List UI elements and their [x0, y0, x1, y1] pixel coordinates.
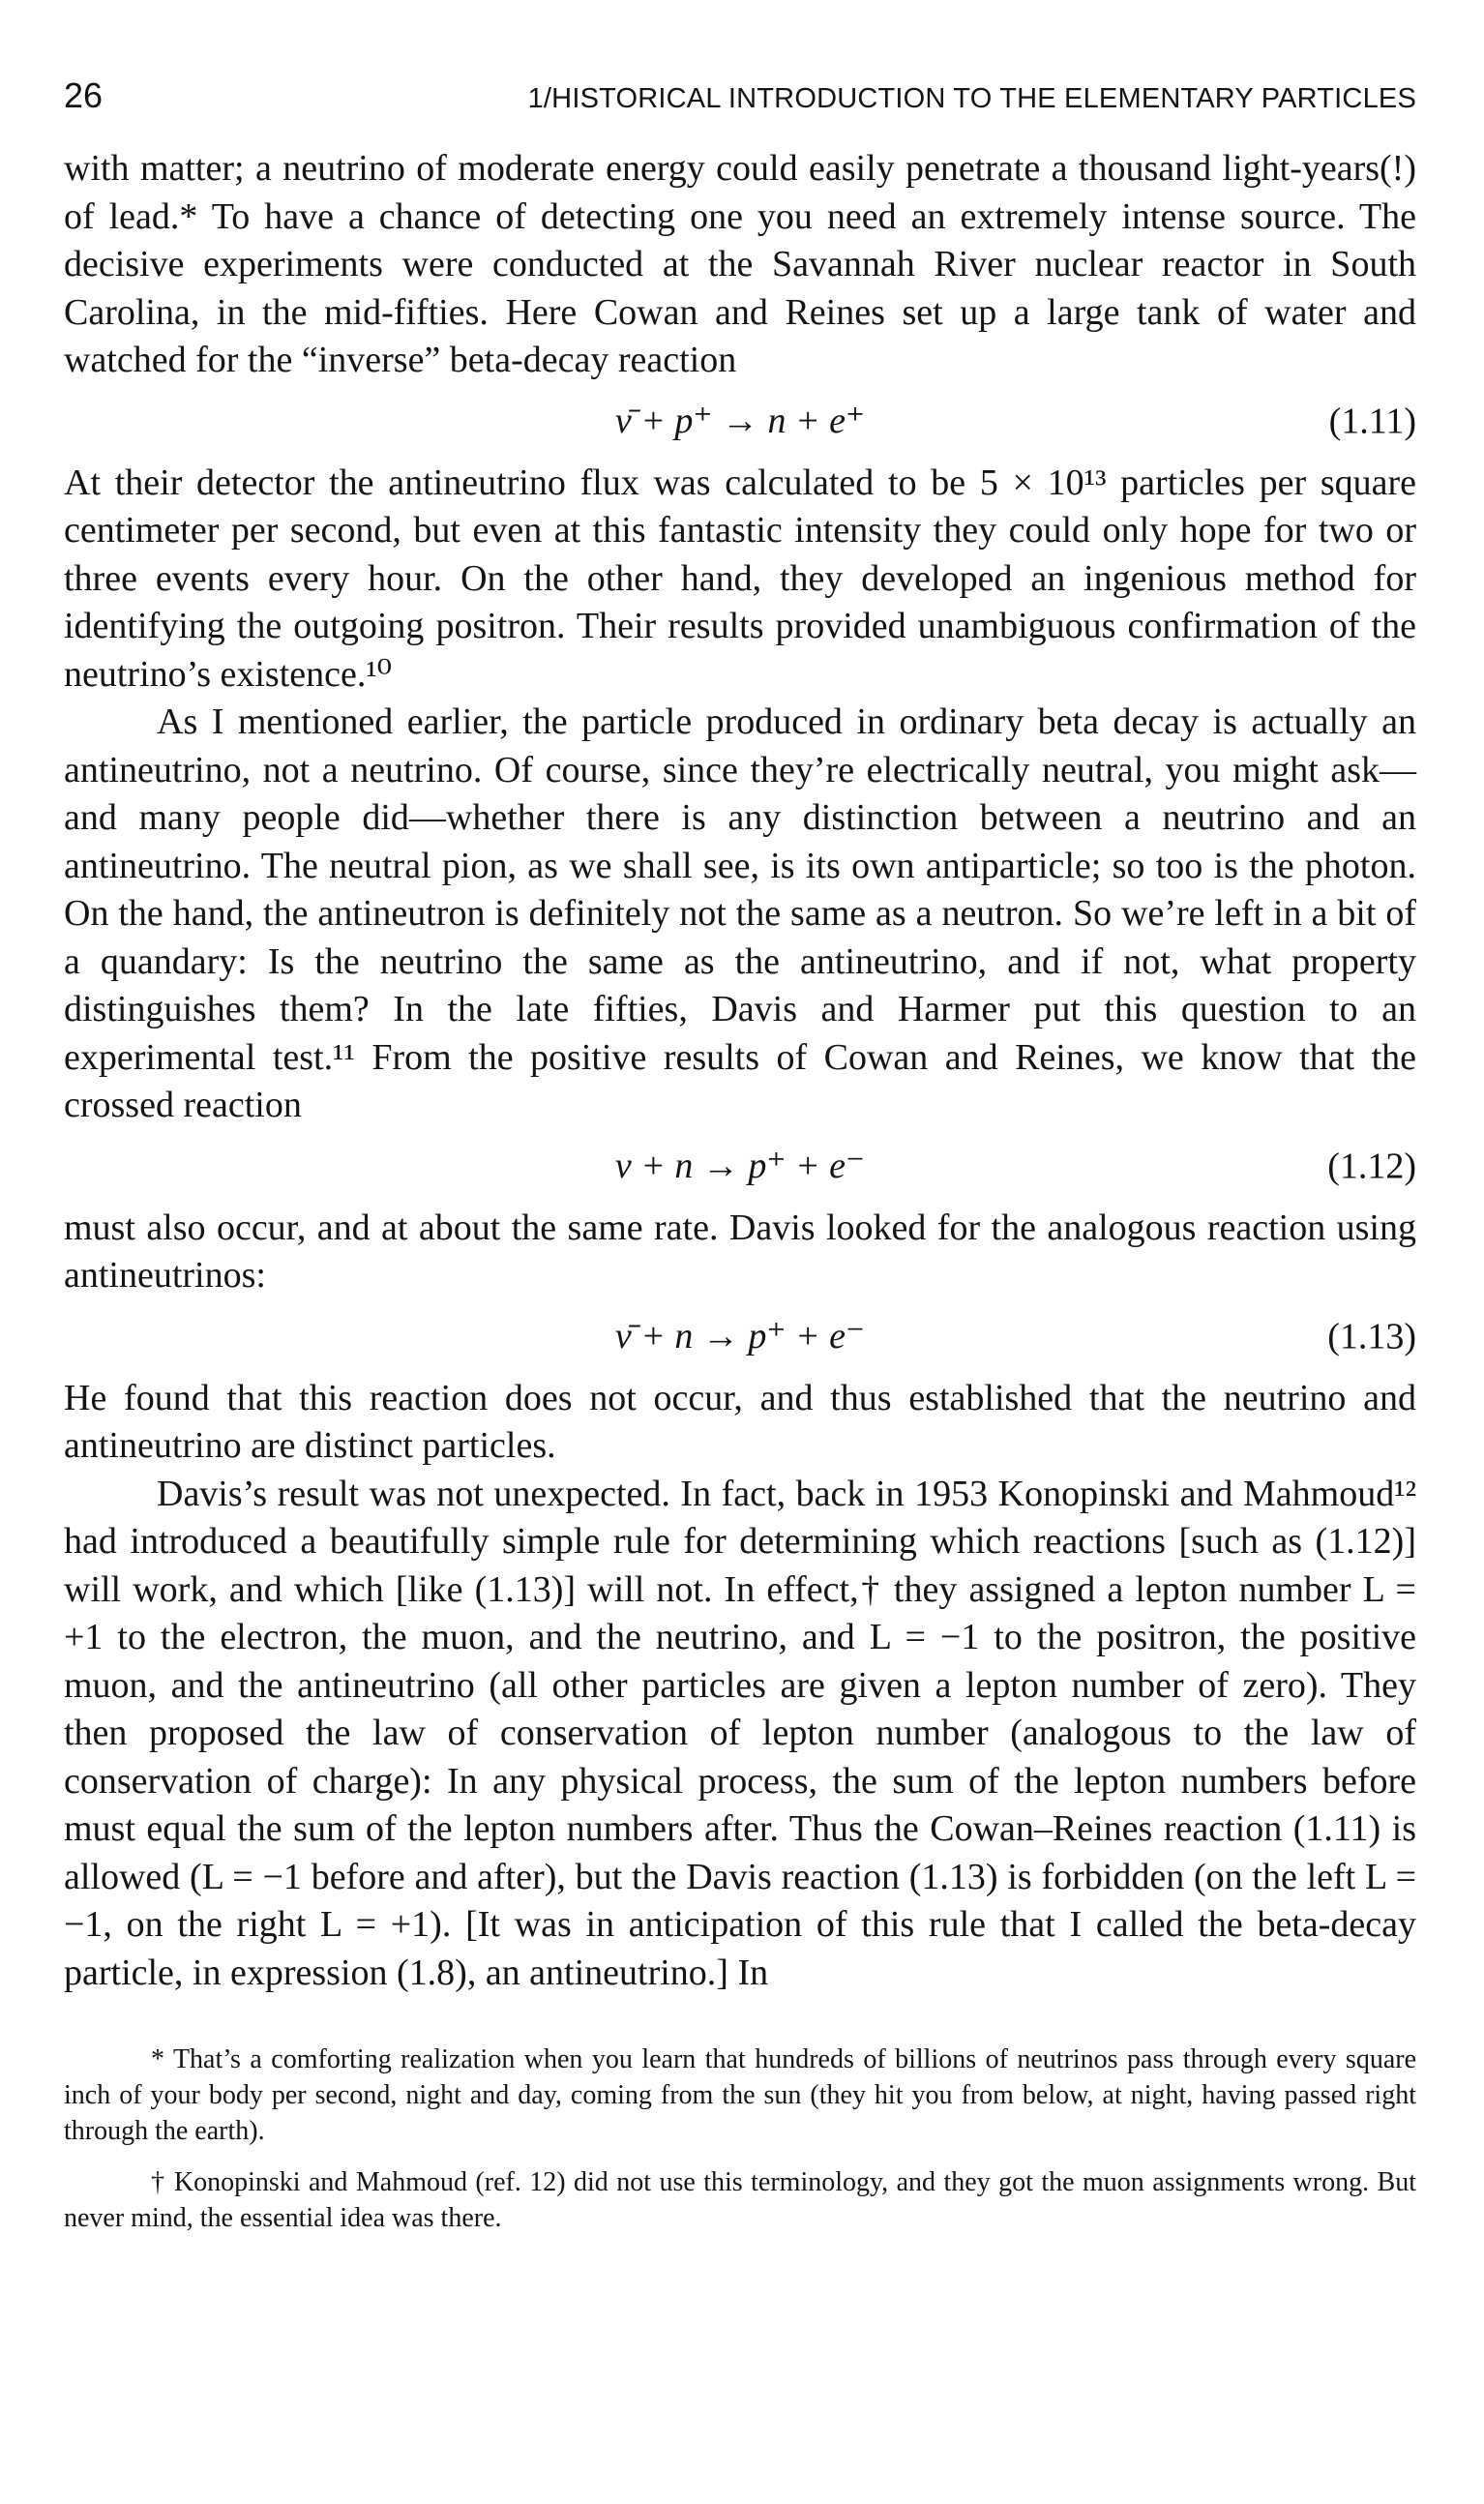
footnote-asterisk: * That’s a comforting realization when you learn that hundreds of billions of neutrinos pass through every square inch of your body per second, night and day, coming from the sun (they hit you from below, at night, having passed right through the earth).	[64, 2044, 1416, 2146]
footnote-dagger: † Konopinski and Mahmoud (ref. 12) did not use this terminology, and they got the muon assignments wrong. But never mind, the essential idea was there.	[64, 2167, 1416, 2233]
paragraph: must also occur, and at about the same rate. Davis looked for the analogous reaction using antineutrinos:	[64, 1207, 1416, 1296]
equation-number: (1.12)	[1327, 1145, 1416, 1186]
equation-number: (1.13)	[1327, 1315, 1416, 1356]
equation-number: (1.11)	[1328, 400, 1416, 441]
running-head: 1/HISTORICAL INTRODUCTION TO THE ELEMENTARY PARTICLES	[527, 83, 1416, 114]
paragraph: Davis’s result was not unexpected. In fact, back in 1953 Konopinski and Mahmoud¹² had introduced a beautifully simple rule for determining which reactions [such as (1.12)] will work, and which [like (1.13)] will not. In effect,† they assigned a lepton number L = +1 to the electron, the muon, and the neutrino, and L = −1 to the positron, the positive muon, and the antineutrino (all other particles are given a lepton number of zero). They then proposed the law of conservation of lepton number (analogous to the law of conservation of charge): In any physical process, the sum of the lepton numbers before must equal the sum of the lepton numbers after. Thus the Cowan–Reines reaction (1.11) is allowed (L = −1 before and after), but the Davis reaction (1.13) is forbidden (on the left L = −1, on the right L = +1). [It was in anticipation of this rule that I called the beta-decay particle, in expression (1.8), an antineutrino.] In	[64, 1473, 1416, 1993]
body-text	[64, 145, 1416, 1997]
equation-1-11	[64, 390, 1416, 454]
paragraph: At their detector the antineutrino flux was calculated to be 5 × 10¹³ particles per square centimeter per second, but even at this fantastic intensity they could only hope for two or three events every hour. On the other hand, they developed an ingenious method for identifying the outgoing positron. Their results provided unambiguous confirmation of the neutrino’s existence.¹⁰	[64, 462, 1416, 695]
equation-1-12	[64, 1135, 1416, 1199]
footnotes	[64, 2042, 1416, 2236]
equation-expression: ν̄ + n → p⁺ + e⁻	[614, 1315, 866, 1356]
equation-1-13	[64, 1305, 1416, 1369]
page-header	[64, 75, 1416, 116]
page-number: 26	[64, 75, 104, 115]
equation-expression: ν + n → p⁺ + e⁻	[614, 1145, 866, 1186]
equation-expression: ν̄ + p⁺ → n + e⁺	[614, 400, 866, 441]
paragraph: As I mentioned earlier, the particle produced in ordinary beta decay is actually an antineutrino, not a neutrino. Of course, since they’re electrically neutral, you might ask—and many people did—whether there is any distinction between a neutrino and an antineutrino. The neutral pion, as we shall see, is its own antiparticle; so too is the photon. On the hand, the antineutron is definitely not the same as a neutron. So we’re left in a bit of a quandary: Is the neutrino the same as the antineutrino, and if not, what property distinguishes them? In the late fifties, Davis and Harmer put this question to an experimental test.¹¹ From the positive results of Cowan and Reines, we know that the crossed reaction	[64, 701, 1416, 1125]
paragraph: with matter; a neutrino of moderate energy could easily penetrate a thousand light-years(!) of lead.* To have a chance of detecting one you need an extremely intense source. The decisive experiments were conducted at the Savannah River nuclear reactor in South Carolina, in the mid-fifties. Here Cowan and Reines set up a large tank of water and watched for the “inverse” beta-decay reaction	[64, 148, 1416, 380]
paragraph: He found that this reaction does not occur, and thus established that the neutrino and antineutrino are distinct particles.	[64, 1377, 1416, 1466]
